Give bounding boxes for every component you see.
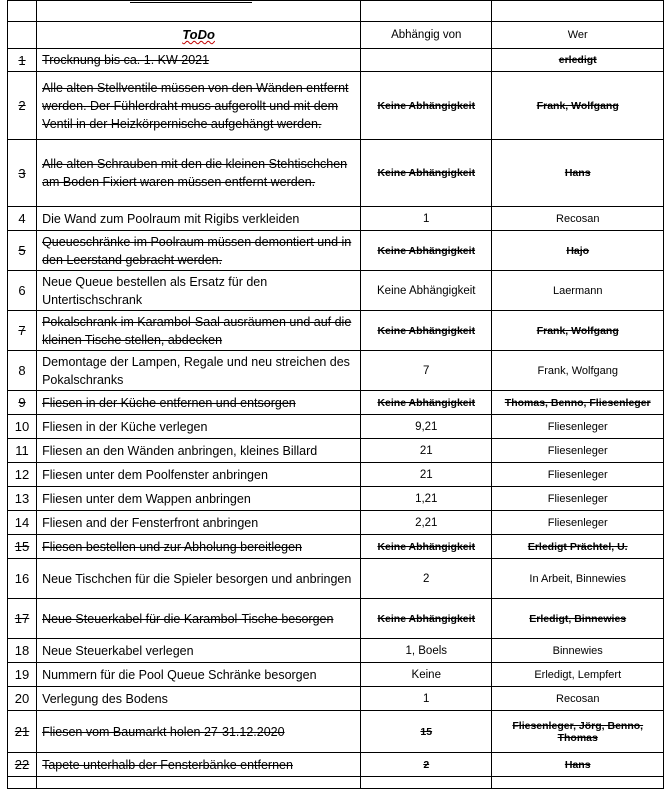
task-text: Fliesen in der Küche entfernen und entsorgen [37, 391, 361, 415]
task-text: Demontage der Lampen, Regale und neu streichen des Pokalschranks [37, 351, 361, 391]
table-row [8, 439, 664, 463]
assignee: Hajo [492, 231, 664, 271]
task-text: Neue Steuerkabel für die Karambol-Tische besorgen [37, 599, 361, 639]
table-row [8, 49, 664, 72]
task-text: Fliesen vom Baumarkt holen 27-31.12.2020 [37, 711, 361, 753]
dependency: 1, Boels [361, 639, 492, 663]
dependency: 2,21 [361, 511, 492, 535]
table-row [8, 351, 664, 391]
row-number: 17 [8, 599, 37, 639]
task-text: Fliesen in der Küche verlegen [37, 415, 361, 439]
assignee: In Arbeit, Binnewies [492, 559, 664, 599]
bottom-empty-row [8, 777, 664, 789]
task-text: Alle alten Schrauben mit den die kleinen Stehtischchen am Boden Fixiert waren müssen entfernt werden. [37, 140, 361, 207]
task-text: Fliesen an den Wänden anbringen, kleines Billard [37, 439, 361, 463]
row-number: 20 [8, 687, 37, 711]
table-row [8, 639, 664, 663]
assignee: Recosan [492, 687, 664, 711]
task-text: Verlegung des Bodens [37, 687, 361, 711]
dependency: Keine Abhängigkeit [361, 231, 492, 271]
table-row [8, 535, 664, 559]
table-row [8, 271, 664, 311]
task-text: Neue Steuerkabel verlegen [37, 639, 361, 663]
row-number: 5 [8, 231, 37, 271]
header-task: ToDo [37, 22, 361, 49]
task-text: Neue Queue bestellen als Ersatz für den Untertischschrank [37, 271, 361, 311]
row-number: 2 [8, 72, 37, 140]
assignee: Hans [492, 753, 664, 777]
table-row [8, 415, 664, 439]
assignee: Erledigt, Lempfert [492, 663, 664, 687]
dependency: 1 [361, 207, 492, 231]
table-row [8, 140, 664, 207]
dependency: Keine Abhängigkeit [361, 535, 492, 559]
row-number: 6 [8, 271, 37, 311]
dependency [361, 49, 492, 72]
table-row [8, 687, 664, 711]
assignee: Hans [492, 140, 664, 207]
row-number: 21 [8, 711, 37, 753]
row-number: 18 [8, 639, 37, 663]
table-row [8, 511, 664, 535]
assignee: erledigt [492, 49, 664, 72]
header-num [8, 22, 37, 49]
assignee: Laermann [492, 271, 664, 311]
assignee: Thomas, Benno, Fliesenleger [492, 391, 664, 415]
dependency: 15 [361, 711, 492, 753]
task-text: Trocknung bis ca. 1. KW 2021 [37, 49, 361, 72]
header-dependency: Abhängig von [361, 22, 492, 49]
dependency: 7 [361, 351, 492, 391]
header-row [8, 22, 664, 49]
dependency: Keine Abhängigkeit [361, 271, 492, 311]
table-row [8, 487, 664, 511]
assignee: Fliesenleger, Jörg, Benno, Thomas [492, 711, 664, 753]
top-empty-row [8, 1, 664, 22]
assignee: Fliesenleger [492, 487, 664, 511]
row-number: 3 [8, 140, 37, 207]
task-text: Fliesen and der Fensterfront anbringen [37, 511, 361, 535]
row-number: 14 [8, 511, 37, 535]
assignee: Recosan [492, 207, 664, 231]
table-row [8, 391, 664, 415]
dependency: 9,21 [361, 415, 492, 439]
table-row [8, 463, 664, 487]
row-number: 7 [8, 311, 37, 351]
task-text: Die Wand zum Poolraum mit Rigibs verkleiden [37, 207, 361, 231]
header-who: Wer [492, 22, 664, 49]
table-row [8, 711, 664, 753]
dependency: 2 [361, 753, 492, 777]
row-number: 11 [8, 439, 37, 463]
row-number: 15 [8, 535, 37, 559]
table-row [8, 311, 664, 351]
assignee: Fliesenleger [492, 415, 664, 439]
row-number: 22 [8, 753, 37, 777]
row-number: 12 [8, 463, 37, 487]
table-row [8, 72, 664, 140]
task-text: Pokalschrank im Karambol-Saal ausräumen und auf die kleinen Tische stellen, abdecken [37, 311, 361, 351]
assignee: Fliesenleger [492, 463, 664, 487]
task-text: Neue Tischchen für die Spieler besorgen und anbringen [37, 559, 361, 599]
row-number: 4 [8, 207, 37, 231]
dependency: Keine [361, 663, 492, 687]
task-text: Queueschränke im Poolraum müssen demontiert und in den Leerstand gebracht werden. [37, 231, 361, 271]
assignee: Binnewies [492, 639, 664, 663]
table-row [8, 663, 664, 687]
task-text: Nummern für die Pool Queue Schränke besorgen [37, 663, 361, 687]
dependency: 1,21 [361, 487, 492, 511]
dependency: Keine Abhängigkeit [361, 72, 492, 140]
dependency: 21 [361, 439, 492, 463]
task-text: Fliesen bestellen und zur Abholung bereitlegen [37, 535, 361, 559]
assignee: Fliesenleger [492, 511, 664, 535]
table-row [8, 207, 664, 231]
table-row [8, 559, 664, 599]
row-number: 9 [8, 391, 37, 415]
assignee: Frank, Wolfgang [492, 311, 664, 351]
task-text: Fliesen unter dem Wappen anbringen [37, 487, 361, 511]
todo-table [7, 0, 664, 789]
row-number: 1 [8, 49, 37, 72]
dependency: Keine Abhängigkeit [361, 391, 492, 415]
assignee: Erledigt Prächtel, U. [492, 535, 664, 559]
assignee: Frank, Wolfgang [492, 72, 664, 140]
dependency: 1 [361, 687, 492, 711]
dependency: 21 [361, 463, 492, 487]
table-row [8, 231, 664, 271]
assignee: Frank, Wolfgang [492, 351, 664, 391]
row-number: 16 [8, 559, 37, 599]
dependency: Keine Abhängigkeit [361, 599, 492, 639]
dependency: 2 [361, 559, 492, 599]
dependency: Keine Abhängigkeit [361, 311, 492, 351]
task-text: Tapete unterhalb der Fensterbänke entfernen [37, 753, 361, 777]
table-row [8, 599, 664, 639]
task-text: Alle alten Stellventile müssen von den Wänden entfernt werden. Der Fühlerdraht muss aufgerollt und mit dem Ventil in der Heizkörpernische aufgehängt werden. [37, 72, 361, 140]
table-row [8, 753, 664, 777]
row-number: 19 [8, 663, 37, 687]
dependency: Keine Abhängigkeit [361, 140, 492, 207]
task-text: Fliesen unter dem Poolfenster anbringen [37, 463, 361, 487]
assignee: Fliesenleger [492, 439, 664, 463]
row-number: 8 [8, 351, 37, 391]
row-number: 10 [8, 415, 37, 439]
assignee: Erledigt, Binnewies [492, 599, 664, 639]
row-number: 13 [8, 487, 37, 511]
